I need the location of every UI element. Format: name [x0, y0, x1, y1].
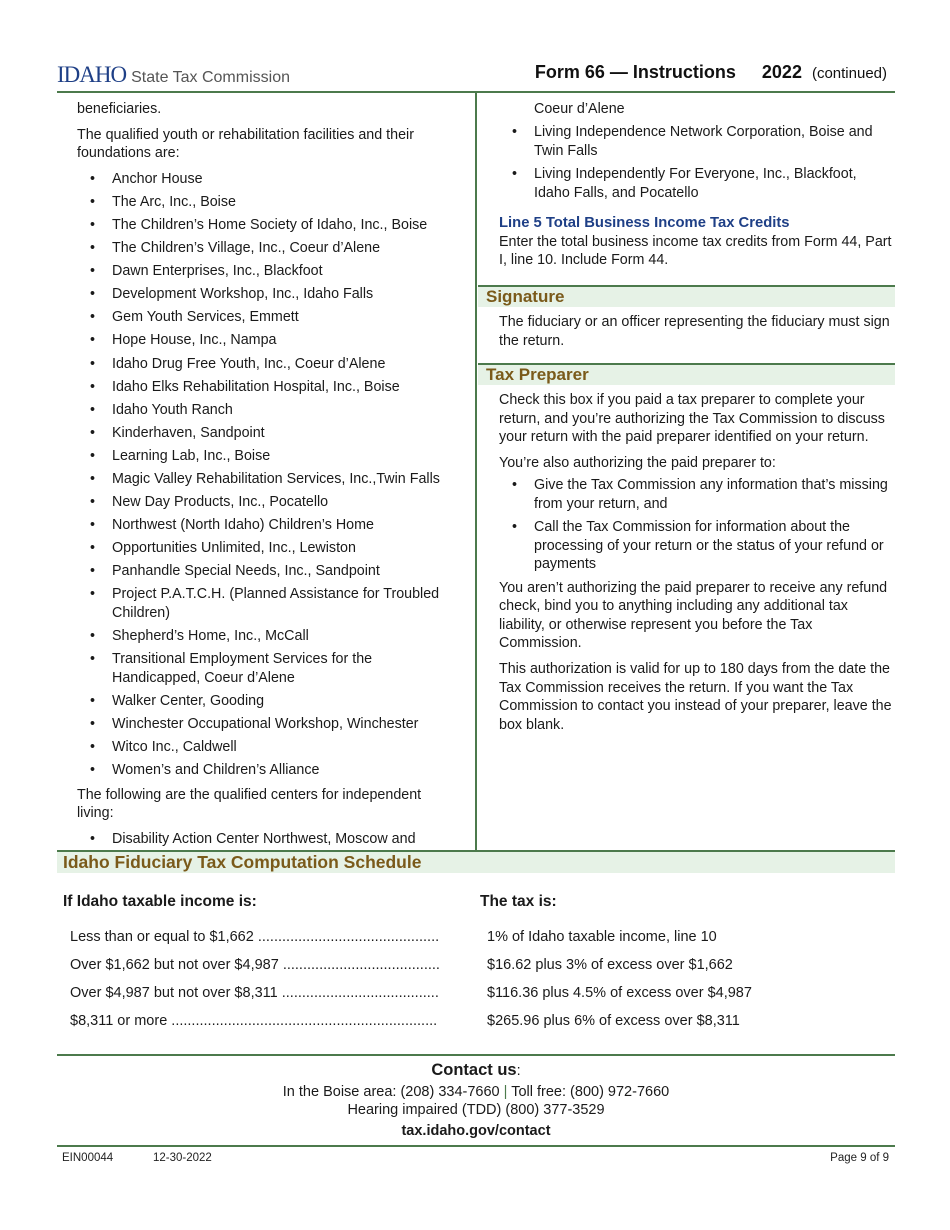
- list-item: • Magic Valley Rehabilitation Services, Inc.,Twin Falls: [90, 471, 440, 487]
- bullet-icon: •: [90, 716, 96, 733]
- toll-free-phone: Toll free: (800) 972-7660: [511, 1083, 670, 1100]
- list-item: • Dawn Enterprises, Inc., Blackfoot: [90, 263, 323, 280]
- list-item: • The Arc, Inc., Boise: [90, 193, 236, 210]
- boise-phone: In the Boise area: (208) 334-7660: [282, 1083, 500, 1100]
- tdd-phone: Hearing impaired (TDD) (800) 377-3529: [347, 1102, 605, 1118]
- list-item: • Gem Youth Services, Emmett: [90, 309, 299, 326]
- phone-separator: |: [503, 1083, 508, 1100]
- column-divider: [475, 92, 477, 850]
- centers-continued: Coeur d’Alene: [534, 101, 625, 117]
- list-item: • Give the Tax Commission any information that’s missing from your return, and: [512, 477, 888, 512]
- schedule-tax-cell: $116.36 plus 4.5% of excess over $4,987: [487, 985, 752, 1001]
- bullet-icon: •: [90, 240, 96, 257]
- schedule-tax-cell: $265.96 plus 6% of excess over $8,311: [487, 1013, 740, 1029]
- bullet-icon: •: [90, 309, 96, 326]
- schedule-tax-header: The tax is:: [480, 893, 557, 910]
- list-item: • Living Independence Network Corporation, Boise and Twin Falls: [512, 124, 873, 159]
- bullet-icon: •: [90, 378, 96, 395]
- schedule-tax-cell: 1% of Idaho taxable income, line 10: [487, 929, 717, 945]
- schedule-income-cell: Over $4,987 but not over $8,311 .......................................: [70, 985, 439, 1001]
- list-item: • Kinderhaven, Sandpoint: [90, 424, 265, 441]
- list-item: • Hope House, Inc., Nampa: [90, 332, 277, 349]
- bullet-icon: •: [90, 831, 96, 847]
- bullet-icon: •: [90, 586, 96, 603]
- contact-url[interactable]: tax.idaho.gov/contact: [401, 1122, 551, 1139]
- list-item: • Call the Tax Commission for information about the processing of your return or the status of your refund or payments: [512, 519, 884, 573]
- bullet-icon: •: [512, 477, 518, 494]
- preparer-paragraph-1: Check this box if you paid a tax preparer to complete your return, and you’re authorizing the Tax Commission to discuss your return with the paid preparer identified on your return.: [499, 392, 885, 446]
- bullet-icon: •: [90, 447, 96, 464]
- tax-preparer-section: [499, 391, 893, 741]
- list-item: • Idaho Drug Free Youth, Inc., Coeur d’Alene: [90, 355, 386, 372]
- bullet-icon: •: [512, 519, 518, 536]
- form-code: EIN00044: [62, 1152, 114, 1164]
- bullet-icon: •: [90, 424, 96, 441]
- bullet-icon: •: [90, 355, 96, 372]
- list-item: • Opportunities Unlimited, Inc., Lewiston: [90, 540, 356, 557]
- agency-logo: [57, 62, 290, 88]
- list-item: • Idaho Youth Ranch: [90, 401, 233, 418]
- bullet-icon: •: [90, 286, 96, 303]
- intro-fragment: beneficiaries.: [77, 101, 162, 117]
- agency-name: State Tax Commission: [131, 69, 290, 86]
- line5-heading: Line 5 Total Business Income Tax Credits: [499, 215, 790, 232]
- form-year: 2022: [761, 62, 802, 82]
- line5-text: Enter the total business income tax credits from Form 44, Part I, line 10. Include Form 44.: [499, 233, 892, 269]
- bullet-icon: •: [90, 263, 96, 280]
- bullet-icon: •: [90, 628, 96, 645]
- revision-date: 12-30-2022: [153, 1152, 212, 1164]
- bullet-icon: •: [512, 124, 518, 141]
- list-item: • Anchor House: [90, 170, 203, 187]
- schedule-income-header: If Idaho taxable income is:: [63, 893, 257, 910]
- bullet-icon: •: [90, 651, 96, 668]
- preparer-paragraph-4: This authorization is valid for up to 180 days from the date the Tax Commission receives the return. If you want the Tax Commission to contact you instead of your preparer, leave the box blank.: [499, 660, 892, 733]
- list-item: • Development Workshop, Inc., Idaho Falls: [90, 286, 374, 303]
- tax-preparer-heading: Tax Preparer: [478, 363, 895, 385]
- bullet-icon: •: [90, 494, 96, 511]
- form-title: Form 66 — Instructions: [534, 62, 736, 82]
- list-item: • Women’s and Children’s Alliance: [90, 762, 320, 779]
- bullet-icon: •: [90, 216, 96, 233]
- schedule-income-cell: Less than or equal to $1,662 .............................................: [70, 929, 440, 945]
- footer-rule: [57, 1145, 895, 1147]
- bullet-icon: •: [90, 170, 96, 187]
- signature-heading: Signature: [478, 285, 895, 307]
- list-item: • Walker Center, Gooding: [90, 692, 265, 709]
- list-item: • The Children’s Village, Inc., Coeur d’Alene: [90, 240, 381, 257]
- signature-text: The fiduciary or an officer representing the fiduciary must sign the return.: [499, 314, 890, 349]
- bullet-icon: •: [90, 332, 96, 349]
- centers-list-start: [77, 830, 457, 849]
- youth-facilities-list: [77, 170, 457, 780]
- centers-intro: The following are the qualified centers for independent living:: [77, 786, 422, 822]
- schedule-income-cell: $8,311 or more ..................................................................: [70, 1013, 438, 1029]
- contact-title-line: Contact us:: [431, 1061, 521, 1079]
- list-item: • The Children’s Home Society of Idaho, Inc., Boise: [90, 216, 428, 233]
- list-item: • Winchester Occupational Workshop, Winchester: [90, 716, 419, 733]
- form-heading: [535, 62, 887, 83]
- list-item: • Witco Inc., Caldwell: [90, 739, 237, 756]
- list-item: • Project P.A.T.C.H. (Planned Assistance for Troubled Children): [90, 586, 440, 622]
- contact-title: Contact us: [431, 1061, 517, 1079]
- bullet-icon: •: [90, 471, 96, 487]
- bullet-icon: •: [90, 193, 96, 210]
- contact-phone-line: [57, 1083, 895, 1102]
- signature-section: [499, 313, 893, 350]
- youth-facilities-intro: The qualified youth or rehabilitation facilities and their foundations are:: [77, 126, 414, 162]
- left-column: [77, 100, 457, 853]
- idaho-logo-mark: IDAHO: [57, 62, 127, 87]
- bullet-icon: •: [90, 540, 96, 557]
- centers-list-continued: [499, 123, 893, 202]
- list-item: • Panhandle Special Needs, Inc., Sandpoint: [90, 563, 380, 580]
- preparer-paragraph-2: You’re also authorizing the paid preparer to:: [499, 454, 776, 471]
- bullet-icon: •: [90, 762, 96, 779]
- schedule-income-cell: Over $1,662 but not over $4,987 .......................................: [70, 957, 440, 973]
- schedule-heading: Idaho Fiduciary Tax Computation Schedule: [57, 850, 895, 873]
- right-column: [499, 100, 893, 277]
- contact-top-rule: [57, 1054, 895, 1056]
- preparer-authorization-list: [499, 476, 893, 574]
- bullet-icon: •: [90, 563, 96, 580]
- list-item: • Northwest (North Idaho) Children’s Home: [90, 517, 374, 534]
- continued-label: (continued): [811, 65, 887, 82]
- bullet-icon: •: [512, 165, 518, 182]
- bullet-icon: •: [90, 517, 96, 534]
- list-item: • Living Independently For Everyone, Inc., Blackfoot, Idaho Falls, and Pocatello: [512, 165, 857, 201]
- list-item: • Shepherd’s Home, Inc., McCall: [90, 628, 309, 645]
- page-header: [57, 58, 895, 92]
- page-number: Page 9 of 9: [830, 1152, 889, 1164]
- schedule-tax-cell: $16.62 plus 3% of excess over $1,662: [487, 957, 733, 973]
- preparer-paragraph-3: You aren’t authorizing the paid preparer to receive any refund check, bind you to anything including any additional tax liability, or otherwise represent you before the Tax Commission.: [499, 579, 888, 652]
- list-item: • Disability Action Center Northwest, Moscow and: [90, 831, 416, 847]
- list-item: • New Day Products, Inc., Pocatello: [90, 494, 329, 511]
- list-item: • Learning Lab, Inc., Boise: [90, 447, 271, 464]
- contact-block: [57, 1061, 895, 1140]
- bullet-icon: •: [90, 401, 96, 418]
- list-item: • Transitional Employment Services for the Handicapped, Coeur d’Alene: [90, 651, 373, 686]
- list-item: • Idaho Elks Rehabilitation Hospital, Inc., Boise: [90, 378, 400, 395]
- bullet-icon: •: [90, 739, 96, 756]
- bullet-icon: •: [90, 692, 96, 709]
